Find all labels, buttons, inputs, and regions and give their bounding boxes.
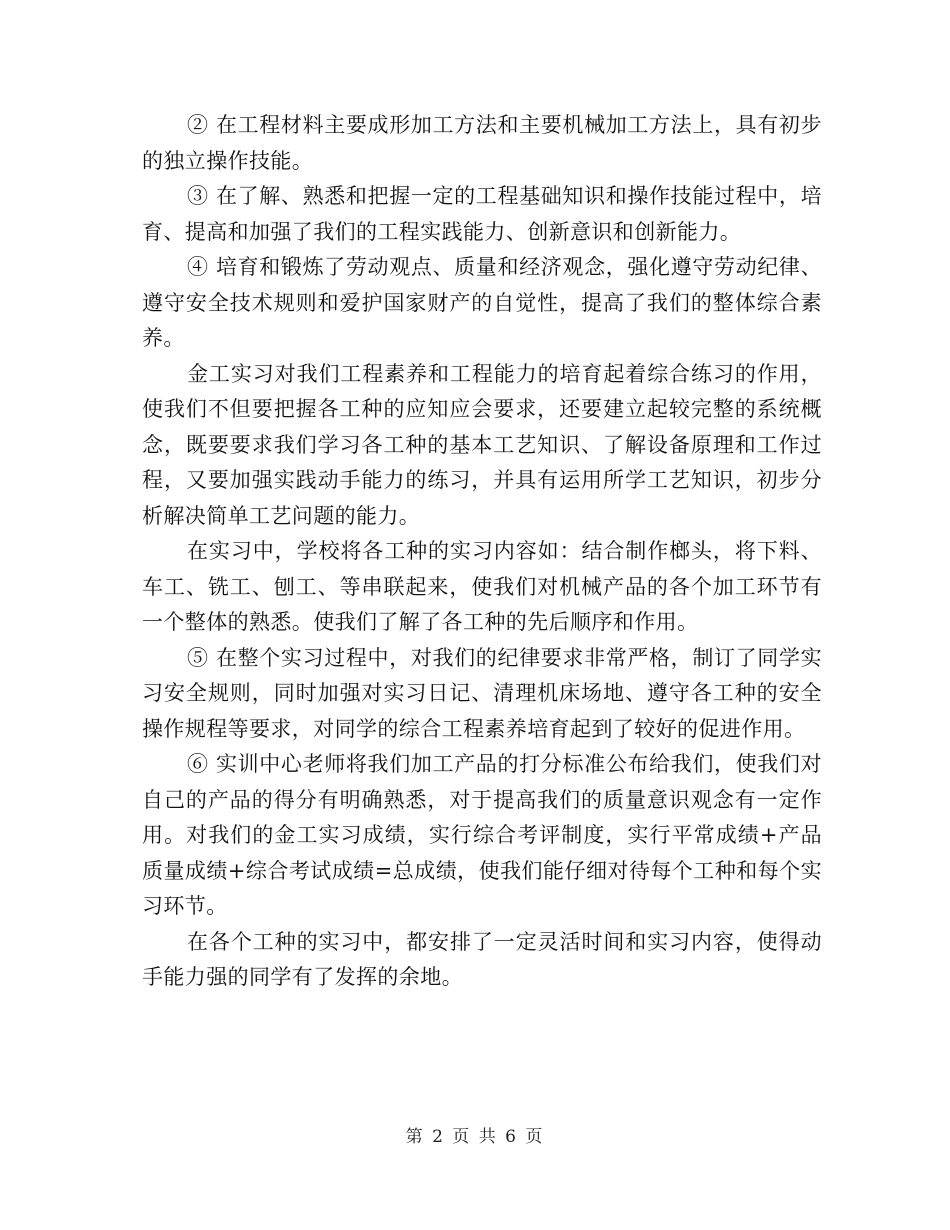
paragraph-item-2: ② 在工程材料主要成形加工方法和主要机械加工方法上，具有初步的独立操作技能。 — [142, 113, 822, 173]
paragraph-item-3: ③ 在了解、熟悉和把握一定的工程基础知识和操作技能过程中，培育、提高和加强了我们的工程实践能力、创新意识和创新能力。 — [142, 184, 822, 244]
paragraph-practice-content: 在实习中，学校将各工种的实习内容如：结合制作榔头，将下料、车工、铣工、刨工、等串联起来，使我们对机械产品的各个加工环节有一个整体的熟悉。使我们了解了各工种的先后顺序和作用。 — [142, 539, 822, 634]
paragraph-item-5: ⑤ 在整个实习过程中，对我们的纪律要求非常严格，制订了同学实习安全规则，同时加强对实习日记、清理机床场地、遵守各工种的安全操作规程等要求，对同学的综合工程素养培育起到了较好的促进作用。 — [142, 645, 822, 741]
paragraph-item-6: ⑥ 实训中心老师将我们加工产品的打分标准公布给我们，使我们对自己的产品的得分有明确熟悉，对于提高我们的质量意识观念有一定作用。对我们的金工实习成绩，实行综合考评制度，实行平常成绩+产品质量成绩+综合考试成绩=总成绩，使我们能仔细对待每个工种和每个实习环节。 — [142, 752, 822, 918]
paragraph-item-4: ④ 培育和锻炼了劳动观点、质量和经济观念，强化遵守劳动纪律、遵守安全技术规则和爱护国家财产的自觉性，提高了我们的整体综合素养。 — [142, 255, 822, 350]
document-body — [142, 108, 822, 996]
paragraph-summary: 金工实习对我们工程素养和工程能力的培育起着综合练习的作用，使我们不但要把握各工种的应知应会要求，还要建立起较完整的系统概念，既要要求我们学习各工种的基本工艺知识、了解设备原理和工作过程，又要加强实践动手能力的练习，并具有运用所学工艺知识，初步分析解决简单工艺问题的能力。 — [142, 361, 822, 528]
page-number-footer: 第 2 页 共 6 页 — [405, 1127, 545, 1147]
paragraph-flexible-time: 在各个工种的实习中，都安排了一定灵活时间和实习内容，使得动手能力强的同学有了发挥的余地。 — [142, 929, 822, 989]
